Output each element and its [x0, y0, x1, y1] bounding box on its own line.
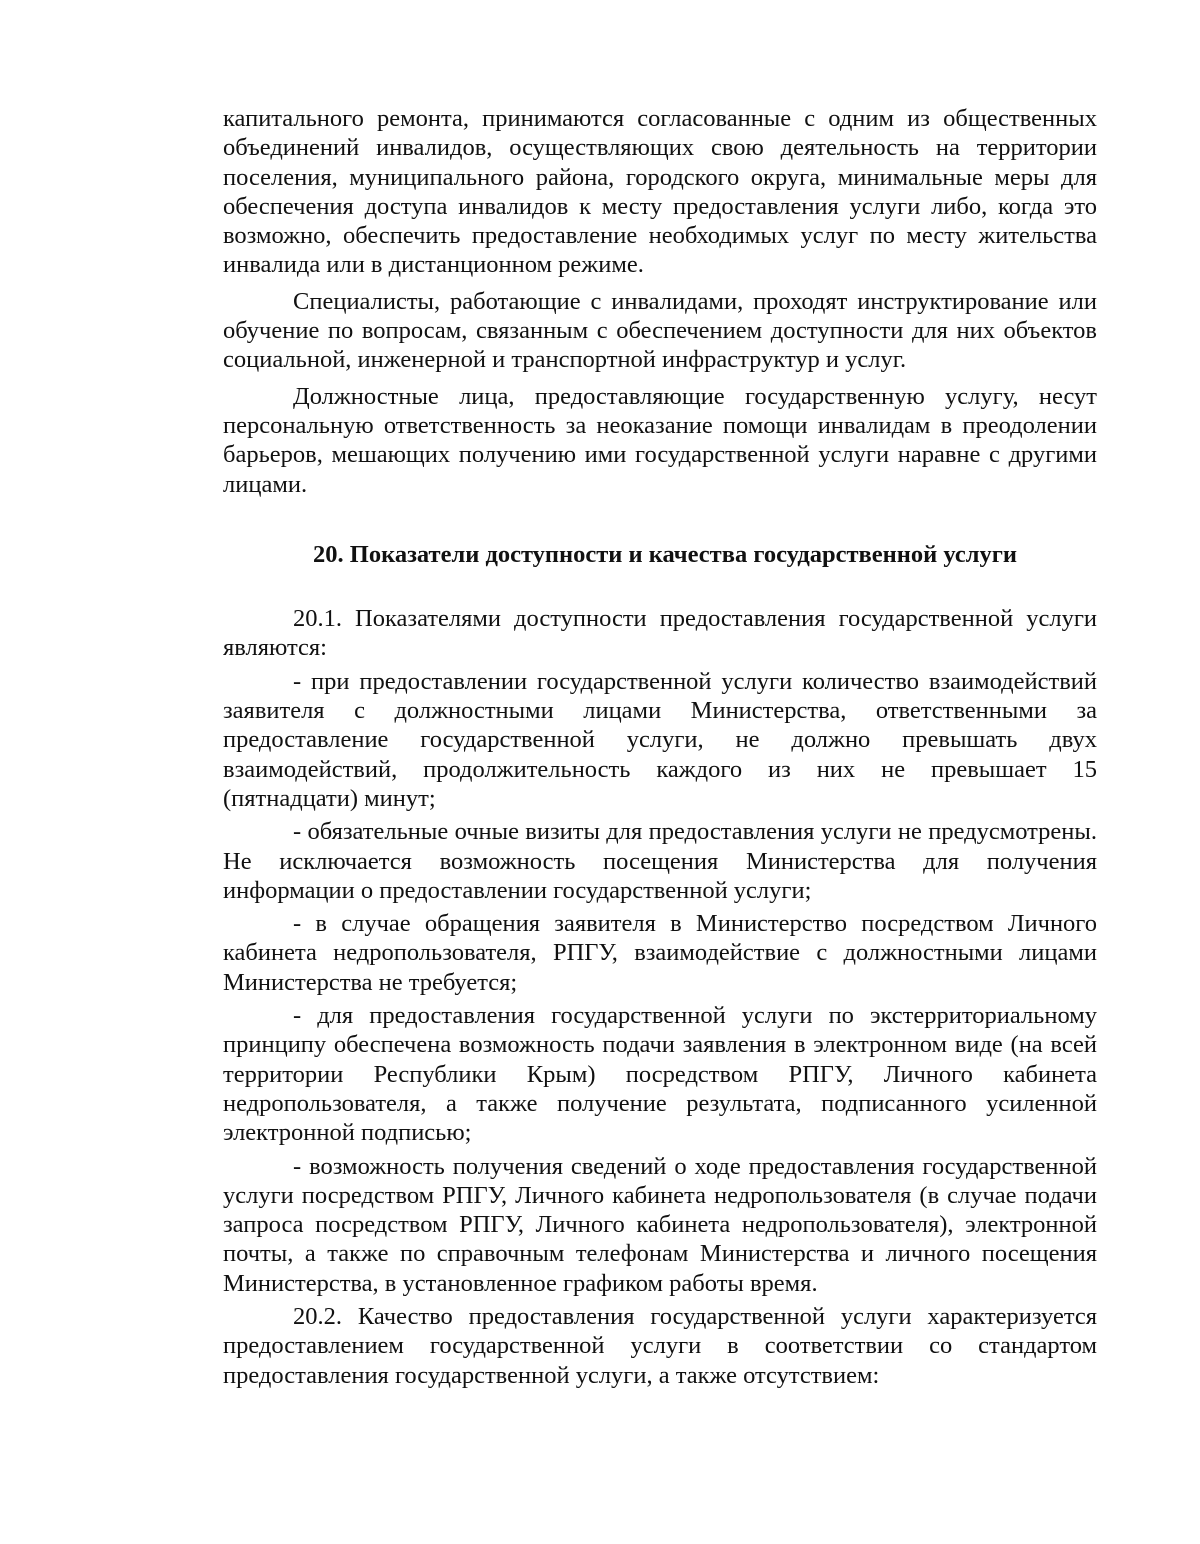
paragraph-specialists-training: Специалисты, работающие с инвалидами, проходят инструктирование или обучение по вопросам, связанным с обеспечением доступности для них объектов социальной, инженерной и транспортной инфраструктур и услуг. — [223, 287, 1097, 374]
list-item: - возможность получения сведений о ходе предоставления государственной услуги посредством РПГУ, Личного кабинета недропользователя (в случае подачи запроса посредством РПГУ, Личного кабинета недропользователя), электронной почты, а также по справочным телефонам Министерства и личного посещения Министерства, в установленное графиком работы время. — [223, 1152, 1097, 1297]
clause-20-2: 20.2. Качество предоставления государственной услуги характеризуется предоставлением государственной услуги в соответствии со стандартом предоставления государственной услуги, а также отсутствием: — [223, 1302, 1097, 1389]
list-item: - обязательные очные визиты для предоставления услуги не предусмотрены. Не исключается возможность посещения Министерства для получения информации о предоставлении государственной услуги; — [223, 818, 1097, 904]
list-item: - для предоставления государственной услуги по экстерриториальному принципу обеспечена возможность подачи заявления в электронном виде (на всей территории Республики Крым) посредством РПГУ, Личного кабинета недропользователя, а также получение результата, подписанного усиленной электронной подписью; — [223, 1002, 1097, 1147]
paragraph-officials-responsibility: Должностные лица, предоставляющие государственную услугу, несут персональную ответственность за неоказание помощи инвалидам в преодолении барьеров, мешающих получению ими государственной услуги наравне с другими лицами. — [223, 382, 1097, 498]
document-page — [223, 104, 1097, 1390]
list-item: - в случае обращения заявителя в Министерство посредством Личного кабинета недропользователя, РПГУ, взаимодействие с должностными лицами Министерства не требуется; — [223, 910, 1097, 996]
list-item: - при предоставлении государственной услуги количество взаимодействий заявителя с должностными лицами Министерства, ответственными за предоставление государственной услуги, не должно превышать двух взаимодействий, продолжительность каждого из них не превышает 15 (пятнадцати) минут; — [223, 667, 1097, 812]
paragraph-accessibility-measures: капитального ремонта, принимаются согласованные с одним из общественных объединений инвалидов, осуществляющих свою деятельность на территории поселения, муниципального района, городского округа, минимальные меры для обеспечения доступа инвалидов к месту предоставления услуги либо, когда это возможно, обеспечить предоставление необходимых услуг по месту жительства инвалида или в дистанционном режиме. — [223, 105, 1097, 279]
section-heading: 20. Показатели доступности и качества государственной услуги — [313, 540, 1017, 568]
clause-20-1: 20.1. Показателями доступности предоставления государственной услуги являются: — [223, 605, 1097, 662]
